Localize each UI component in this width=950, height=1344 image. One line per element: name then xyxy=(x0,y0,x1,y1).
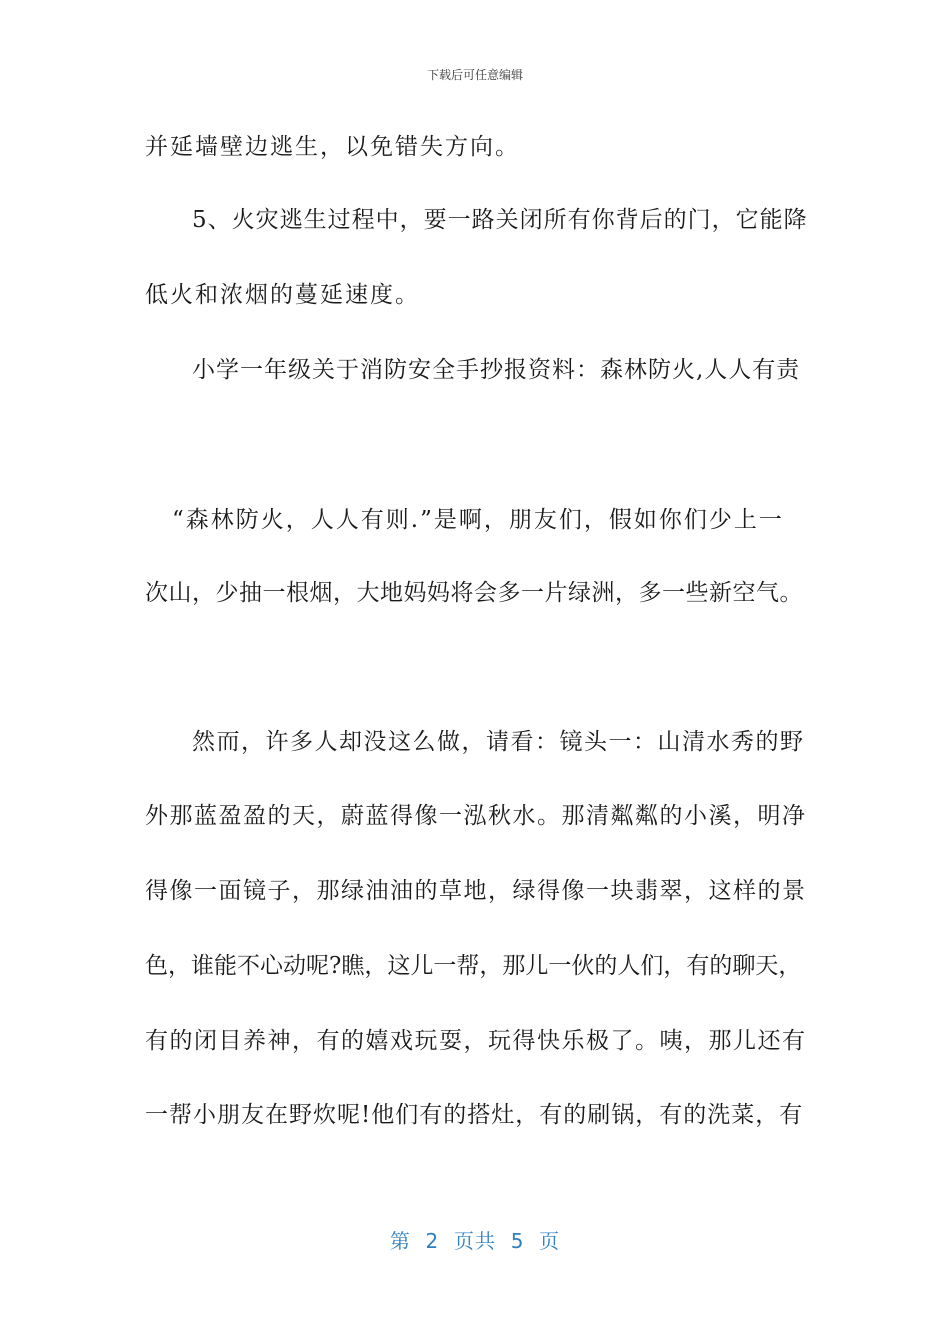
body-line: 色，谁能不心动呢?瞧，这儿一帮，那儿一伙的人们，有的聊天， xyxy=(145,953,802,979)
page-header: 下载后可任意编辑 xyxy=(426,68,523,82)
body-line: 5、火灾逃生过程中，要一路关闭所有你背后的门，它能降 xyxy=(192,207,808,233)
page-number-text: 第 2 页共 5 页 xyxy=(389,1229,561,1253)
body-line: 有的闭目养神，有的嬉戏玩耍，玩得快乐极了。咦，那儿还有 xyxy=(145,1028,807,1054)
body-line: 低火和浓烟的蔓延速度。 xyxy=(145,282,420,308)
body-line: 小学一年级关于消防安全手抄报资料：森林防火,人人有责 xyxy=(192,357,801,383)
page-number-footer xyxy=(0,1225,950,1254)
body-line: 然而，许多人却没这么做，请看：镜头一：山清水秀的野 xyxy=(192,729,805,755)
body-line: 次山，少抽一根烟，大地妈妈将会多一片绿洲，多一些新空气。 xyxy=(145,580,803,606)
body-line: “森林防火，人人有则.”是啊，朋友们，假如你们少上一 xyxy=(172,507,784,533)
body-line: 得像一面镜子，那绿油油的草地，绿得像一块翡翠，这样的景 xyxy=(145,878,807,904)
body-line: 外那蓝盈盈的天，蔚蓝得像一泓秋水。那清粼粼的小溪，明净 xyxy=(145,803,807,829)
body-line: 一帮小朋友在野炊呢!他们有的搭灶，有的刷锅，有的洗菜，有 xyxy=(145,1102,804,1128)
body-line: 并延墙壁边逃生，以免错失方向。 xyxy=(145,134,520,160)
